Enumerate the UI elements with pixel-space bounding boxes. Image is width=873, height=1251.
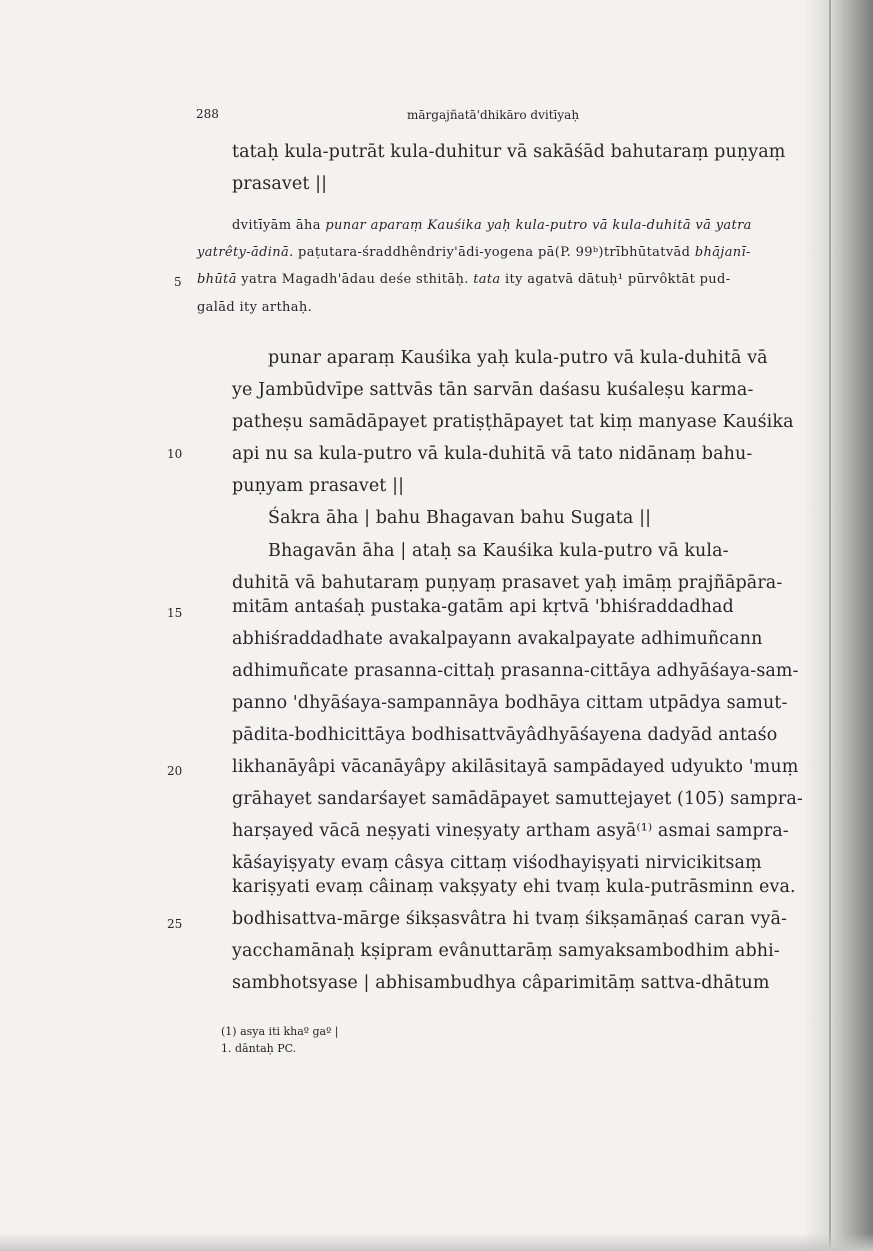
text-line: puṇyam prasavet ||: [232, 476, 405, 496]
text-line: prasavet ||: [232, 174, 328, 194]
text-line: punar aparaṃ Kauśika yaḥ kula-putro vā kula-duhitā vā: [268, 348, 768, 368]
text-line: patheṣu samādāpayet pratiṣṭhāpayet tat kiṃ manyase Kauśika: [232, 412, 794, 432]
text-line: panno 'dhyāśaya-sampannāya bodhāya cittam utpādya samut-: [232, 693, 788, 713]
footnote: (1) asya iti khaº gaº |: [221, 1025, 339, 1038]
commentary-line: bhūtā yatra Magadh'ādau deśe sthitāḥ. tata ity agatvā dātuḥ¹ pūrvôktāt pud-: [197, 272, 731, 287]
text-line: harṣayed vācā neṣyati vineṣyaty artham asyā⁽¹⁾ asmai sampra-: [232, 821, 789, 841]
text-line: mitām antaśaḥ pustaka-gatām api kṛtvā 'bhiśraddadhad: [232, 597, 734, 617]
text-line: tataḥ kula-putrāt kula-duhitur vā sakāśād bahutaraṃ puṇyaṃ: [232, 142, 786, 162]
text-line: ye Jambūdvīpe sattvās tān sarvān daśasu kuśaleṣu karma-: [232, 380, 754, 400]
binding-shadow: [803, 0, 873, 1251]
text-line: yacchamānaḥ kṣipram evânuttarāṃ samyaksambodhim abhi-: [232, 941, 780, 961]
text-line: duhitā vā bahutaraṃ puṇyaṃ prasavet yaḥ imāṃ prajñāpāra-: [232, 573, 783, 593]
line-number: 10: [167, 447, 183, 461]
text-line: kariṣyati evaṃ câinaṃ vakṣyaty ehi tvaṃ kula-putrāsminn eva.: [232, 877, 796, 897]
commentary-line: dvitīyām āha punar aparaṃ Kauśika yaḥ kula-putro vā kula-duhitā vā yatra: [232, 218, 752, 233]
text-line: Śakra āha | bahu Bhagavan bahu Sugata ||: [268, 508, 652, 528]
running-title: mārgajñatā'dhikāro dvitīyaḥ: [407, 108, 580, 122]
binding-line: [829, 0, 831, 1251]
line-number: 25: [167, 917, 183, 931]
text-line: pādita-bodhicittāya bodhisattvāyâdhyāśayena dadyād antaśo: [232, 725, 778, 745]
line-number: 5: [174, 275, 182, 289]
text-line: Bhagavān āha | ataḥ sa Kauśika kula-putro vā kula-: [268, 541, 729, 561]
line-number: 20: [167, 764, 183, 778]
text-line: abhiśraddadhate avakalpayann avakalpayate adhimuñcann: [232, 629, 763, 649]
text-line: grāhayet sandarśayet samādāpayet samuttejayet (105) sampra-: [232, 789, 803, 809]
text-line: api nu sa kula-putro vā kula-duhitā vā tato nidānaṃ bahu-: [232, 444, 753, 464]
footnote: 1. dāntaḥ PC.: [221, 1042, 297, 1055]
page-bottom-edge: [0, 1233, 873, 1251]
text-line: likhanāyâpi vācanāyâpy akilāsitayā sampādayed udyukto 'muṃ: [232, 757, 799, 777]
text-line: adhimuñcate prasanna-cittaḥ prasanna-cittāya adhyāśaya-sam-: [232, 661, 799, 681]
page-number: 288: [196, 107, 219, 121]
text-line: sambhotsyase | abhisambudhya câparimitāṃ sattva-dhātum: [232, 973, 770, 993]
text-line: kāśayiṣyaty evaṃ câsya cittaṃ viśodhayiṣyati nirvicikitsaṃ: [232, 853, 762, 873]
commentary-line: yatrêty-ādinā. paṭutara-śraddhêndriy'ādi-yogena pā(P. 99ᵇ)trībhūtatvād bhājanī-: [197, 245, 751, 260]
line-number: 15: [167, 606, 183, 620]
text-line: bodhisattva-mārge śikṣasvâtra hi tvaṃ śikṣamāṇaś caran vyā-: [232, 909, 788, 929]
commentary-line: galād ity arthaḥ.: [197, 300, 313, 315]
